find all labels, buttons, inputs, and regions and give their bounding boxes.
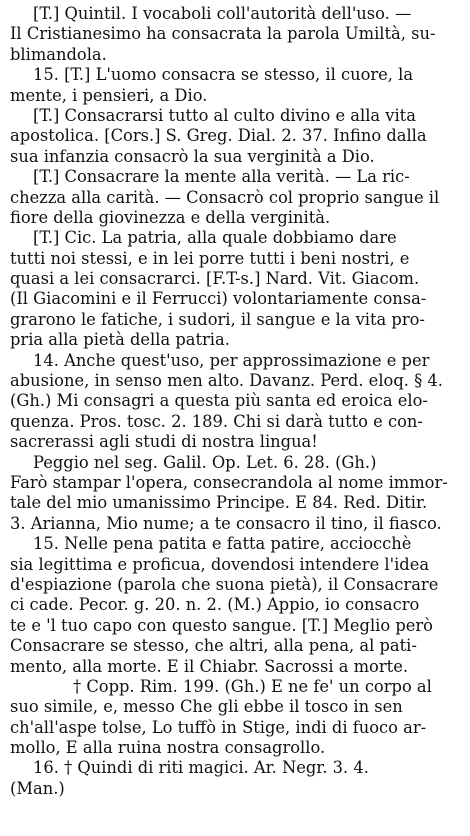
text-line: sia legittima e proficua, dovendosi intendere l'idea — [10, 554, 430, 574]
text-line: te e 'l tuo capo con questo sangue. [T.] Meglio però — [10, 615, 433, 635]
text-line: tale del mio umanissimo Principe. E 84. Red. Ditir. — [10, 493, 428, 513]
text-line: pria alla pietà della patria. — [10, 330, 230, 350]
text-line: Consacrare se stesso, che altri, alla pena, al pati- — [10, 636, 417, 656]
text-line: [T.] Consacrarsi tutto al culto divino e alla vita — [33, 105, 416, 125]
text-line: sacrerassi agli studi di nostra lingua! — [10, 432, 318, 452]
text-line: [T.] Consacrare la mente alla verità. — La ric- — [33, 167, 410, 187]
text-line: d'espiazione (parola che suona pietà), il Consacrare — [10, 574, 439, 594]
text-line: Farò stampar l'opera, consecrandola al nome immor- — [10, 472, 448, 492]
text-line: fiore della giovinezza e della verginità. — [10, 207, 331, 227]
text-line: † Copp. Rim. 199. (Gh.) E ne fe' un corpo al — [73, 676, 432, 696]
text-line: sua infanzia consacrò la sua verginità a Dio. — [10, 146, 375, 166]
text-line: quenza. Pros. tosc. 2. 189. Chi si darà tutto e con- — [10, 411, 423, 431]
text-line: (Gh.) Mi consagri a questa più santa ed eroica elo- — [10, 391, 428, 411]
text-line: tutti noi stessi, e in lei porre tutti i beni nostri, e — [10, 248, 410, 268]
text-line: [T.] Quintil. I vocaboli coll'autorità dell'uso. — — [33, 4, 412, 23]
text-line: 16. † Quindi di riti magici. Ar. Negr. 3. 4. — [33, 758, 369, 778]
text-line: apostolica. [Cors.] S. Greg. Dial. 2. 37. Infino dalla — [10, 126, 427, 146]
text-line: (Il Giacomini e il Ferrucci) volontariamente consa- — [10, 289, 427, 309]
text-line: [T.] Cic. La patria, alla quale dobbiamo dare — [33, 228, 397, 248]
text-line: ch'all'aspe tolse, Lo tuffò in Stige, indi di fuoco ar- — [10, 717, 427, 737]
text-line: Peggio nel seg. Galil. Op. Let. 6. 28. (Gh.) — [33, 452, 377, 472]
text-line: 15. [T.] L'uomo consacra se stesso, il cuore, la — [33, 65, 414, 85]
text-line: (Man.) — [10, 778, 65, 798]
text-line: 3. Arianna, Mio nume; a te consacro il tino, il fiasco. — [10, 513, 442, 533]
text-line: mollo, E alla ruina nostra consagrollo. — [10, 738, 326, 758]
text-line: abusione, in senso men alto. Davanz. Perd. eloq. § 4. — [10, 371, 443, 391]
text-line: blimandola. — [10, 44, 107, 64]
text-line: grarono le fatiche, i sudori, il sangue e la vita pro- — [10, 309, 425, 329]
text-line: suo simile, e, messo Che gli ebbe il tosco in sen — [10, 697, 403, 717]
text-line: 15. Nelle pena patita e fatta patire, acciocchè — [33, 534, 412, 554]
text-line: ci cade. Pecor. g. 20. n. 2. (M.) Appio, io consacro — [10, 595, 420, 615]
text-line: chezza alla carità. — Consacrò col proprio sangue il — [10, 187, 440, 207]
text-line: mento, alla morte. E il Chiabr. Sacrossi a morte. — [10, 656, 408, 676]
text-line: quasi a lei consacrarci. [F.T-s.] Nard. Vit. Giacom. — [10, 269, 420, 289]
text-line: 14. Anche quest'uso, per approssimazione e per — [33, 350, 430, 370]
text-line: mente, i pensieri, a Dio. — [10, 85, 208, 105]
text-line: Il Cristianesimo ha consacrata la parola Umiltà, su- — [10, 24, 436, 44]
